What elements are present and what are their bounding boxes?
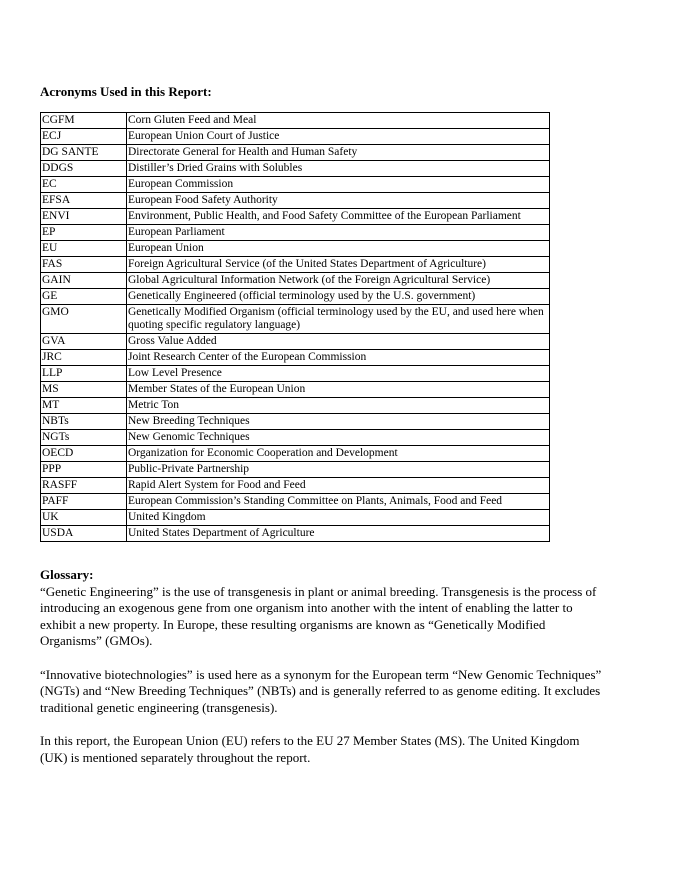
acronym-definition: Member States of the European Union: [127, 382, 550, 398]
acronym-definition: Gross Value Added: [127, 334, 550, 350]
acronym-abbreviation: MS: [41, 382, 127, 398]
acronym-definition: Joint Research Center of the European Commission: [127, 350, 550, 366]
acronym-definition: Organization for Economic Cooperation and Development: [127, 446, 550, 462]
acronym-definition: European Parliament: [127, 225, 550, 241]
acronym-definition: Metric Ton: [127, 398, 550, 414]
acronym-row: [41, 526, 550, 542]
acronym-row: [41, 446, 550, 462]
glossary-title: Glossary:: [40, 567, 94, 582]
acronym-row: [41, 145, 550, 161]
acronym-definition: Low Level Presence: [127, 366, 550, 382]
acronym-row: [41, 334, 550, 350]
acronym-abbreviation: GMO: [41, 305, 127, 334]
acronym-definition: United States Department of Agriculture: [127, 526, 550, 542]
acronym-row: [41, 289, 550, 305]
acronym-row: [41, 462, 550, 478]
acronym-row: [41, 350, 550, 366]
acronym-definition: United Kingdom: [127, 510, 550, 526]
acronym-row: [41, 510, 550, 526]
acronym-abbreviation: UK: [41, 510, 127, 526]
acronym-row: [41, 494, 550, 510]
acronym-abbreviation: FAS: [41, 257, 127, 273]
acronym-definition: European Food Safety Authority: [127, 193, 550, 209]
acronym-abbreviation: GAIN: [41, 273, 127, 289]
acronym-row: [41, 209, 550, 225]
acronym-abbreviation: OECD: [41, 446, 127, 462]
acronym-definition: Corn Gluten Feed and Meal: [127, 113, 550, 129]
acronym-abbreviation: MT: [41, 398, 127, 414]
acronym-row: [41, 366, 550, 382]
acronym-row: [41, 273, 550, 289]
acronym-definition: Directorate General for Health and Human Safety: [127, 145, 550, 161]
acronym-row: [41, 129, 550, 145]
acronym-abbreviation: NGTs: [41, 430, 127, 446]
acronym-abbreviation: GVA: [41, 334, 127, 350]
acronym-abbreviation: EFSA: [41, 193, 127, 209]
acronym-definition: European Union: [127, 241, 550, 257]
glossary-section: [40, 567, 610, 783]
acronym-row: [41, 225, 550, 241]
acronym-row: [41, 414, 550, 430]
acronym-definition: Genetically Engineered (official terminology used by the U.S. government): [127, 289, 550, 305]
glossary-paragraph: “Genetic Engineering” is the use of transgenesis in plant or animal breeding. Transgenesis is the process of introducing an exogenous gene from one organism into another with the intent of enabling the latter to exhibit a new property. In Europe, these resulting organisms are known as “Genetically Modified Organisms” (GMOs).: [40, 583, 597, 649]
acronym-definition: European Commission’s Standing Committee on Plants, Animals, Food and Feed: [127, 494, 550, 510]
acronym-definition: Public-Private Partnership: [127, 462, 550, 478]
acronyms-table: [40, 112, 550, 542]
acronym-abbreviation: DG SANTE: [41, 145, 127, 161]
acronym-definition: European Commission: [127, 177, 550, 193]
acronym-abbreviation: NBTs: [41, 414, 127, 430]
acronym-abbreviation: PPP: [41, 462, 127, 478]
acronym-abbreviation: USDA: [41, 526, 127, 542]
acronym-definition: Rapid Alert System for Food and Feed: [127, 478, 550, 494]
acronym-abbreviation: PAFF: [41, 494, 127, 510]
acronym-abbreviation: RASFF: [41, 478, 127, 494]
glossary-paragraph: In this report, the European Union (EU) refers to the EU 27 Member States (MS). The United Kingdom (UK) is mentioned separately throughout the report.: [40, 732, 580, 765]
acronyms-table-body: [41, 113, 550, 542]
acronym-abbreviation: CGFM: [41, 113, 127, 129]
acronym-row: [41, 193, 550, 209]
acronym-definition: Foreign Agricultural Service (of the United States Department of Agriculture): [127, 257, 550, 273]
acronym-abbreviation: EU: [41, 241, 127, 257]
acronym-definition: Genetically Modified Organism (official terminology used by the EU, and used here when quoting specific regulatory language): [127, 305, 550, 334]
acronym-definition: Global Agricultural Information Network (of the Foreign Agricultural Service): [127, 273, 550, 289]
acronym-definition: Distiller’s Dried Grains with Solubles: [127, 161, 550, 177]
acronym-definition: European Union Court of Justice: [127, 129, 550, 145]
acronym-abbreviation: GE: [41, 289, 127, 305]
acronym-row: [41, 241, 550, 257]
glossary-paragraph: “Innovative biotechnologies” is used here as a synonym for the European term “New Genomic Techniques” (NGTs) and “New Breeding Techniques” (NBTs) and is generally referred to as genome editing. It excludes traditional genetic engineering (transgenesis).: [40, 666, 602, 715]
acronym-abbreviation: DDGS: [41, 161, 127, 177]
acronym-abbreviation: ENVI: [41, 209, 127, 225]
acronym-abbreviation: LLP: [41, 366, 127, 382]
acronyms-heading: Acronyms Used in this Report:: [40, 84, 212, 99]
acronym-row: [41, 430, 550, 446]
acronym-row: [41, 113, 550, 129]
acronym-abbreviation: JRC: [41, 350, 127, 366]
acronym-row: [41, 398, 550, 414]
acronym-abbreviation: EC: [41, 177, 127, 193]
acronym-row: [41, 478, 550, 494]
acronym-row: [41, 177, 550, 193]
acronym-row: [41, 382, 550, 398]
acronym-row: [41, 257, 550, 273]
acronym-row: [41, 305, 550, 334]
acronym-abbreviation: EP: [41, 225, 127, 241]
acronym-definition: Environment, Public Health, and Food Safety Committee of the European Parliament: [127, 209, 550, 225]
acronym-abbreviation: ECJ: [41, 129, 127, 145]
acronym-row: [41, 161, 550, 177]
acronym-definition: New Breeding Techniques: [127, 414, 550, 430]
acronym-definition: New Genomic Techniques: [127, 430, 550, 446]
